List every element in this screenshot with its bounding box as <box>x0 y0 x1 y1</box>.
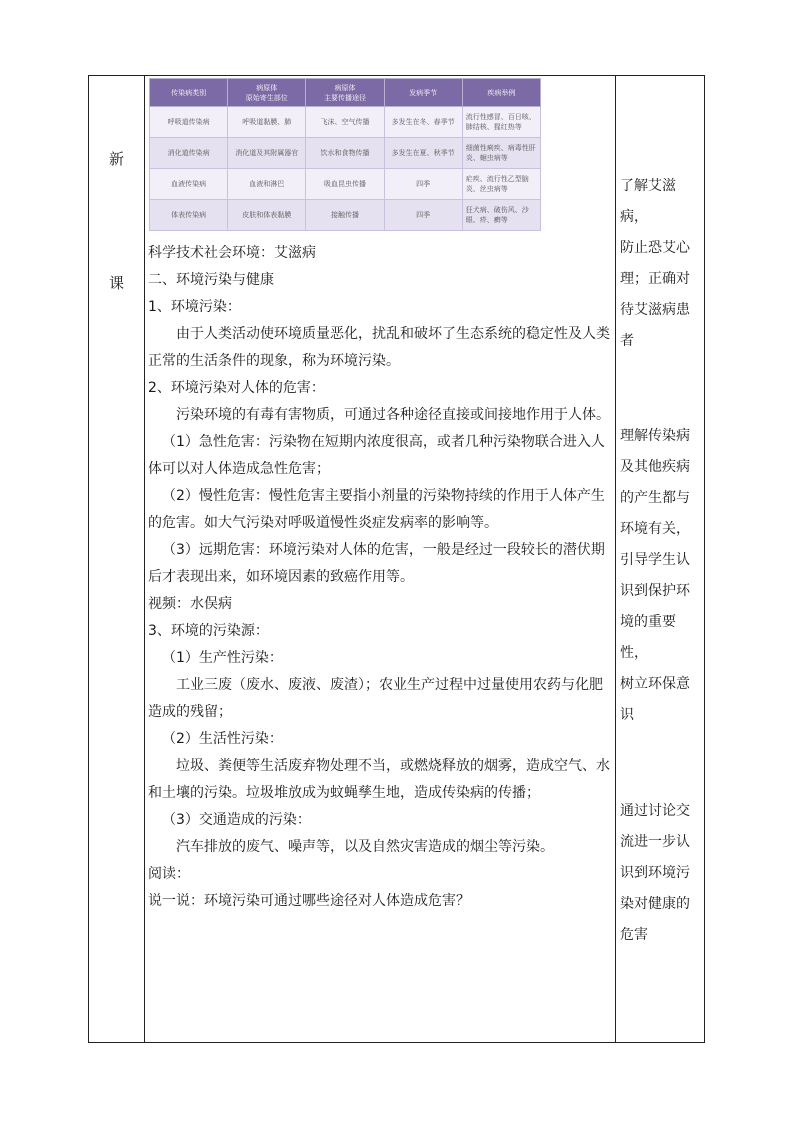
list-item: （3）交通造成的污染： <box>162 812 311 828</box>
note-line: 识 <box>620 707 634 723</box>
table-cell: 血液和淋巴 <box>228 169 306 200</box>
note-line: 识到保护环 <box>620 583 690 599</box>
discussion-question: 说一说：环境污染可通过哪些途径对人体造成危害？ <box>148 893 470 909</box>
header-examples: 疾病举例 <box>462 79 540 107</box>
table-cell: 流行性感冒、百日咳、肺结核、猩红热等 <box>462 107 540 138</box>
table-cell: 吸血昆虫传播 <box>306 169 384 200</box>
table-row <box>150 138 541 169</box>
table-cell: 狂犬病、破伤风、沙眼、疥、癣等 <box>462 200 540 231</box>
paragraph: 汽车排放的废气、噪声等，以及自然灾害造成的烟尘等污染。 <box>176 839 554 855</box>
table-row <box>150 107 541 138</box>
list-item: （1）生产性污染： <box>162 650 283 666</box>
paragraph: 污染环境的有毒有害物质，可通过各种途径直接或间接地作用于人体。 <box>176 407 610 423</box>
note-environment <box>620 421 702 731</box>
note-line: 防止恐艾心 <box>620 240 690 256</box>
note-line: 流进一步认 <box>620 834 690 850</box>
disease-table <box>149 78 541 231</box>
paragraph: 工业三废（废水、废液、废渣）；农业生产过程中过量使用农药与化肥造成的残留； <box>148 677 603 720</box>
note-discussion <box>620 796 702 951</box>
header-transmission: 病原体 主要传播途径 <box>306 79 384 107</box>
note-line: 识到环境污 <box>620 865 690 881</box>
note-line: 危害 <box>620 927 648 943</box>
main-content <box>148 240 613 915</box>
video-note: 视频：水俣病 <box>148 596 232 612</box>
table-cell: 细菌性痢疾、病毒性肝炎、蛔虫病等 <box>462 138 540 169</box>
table-cell: 接触传播 <box>306 200 384 231</box>
paragraph: （3）远期危害：环境污染对人体的危害，一般是经过一段较长的潜伏期后才表现出来，如环境因素的致癌作用等。 <box>148 542 605 585</box>
note-line: 通过讨论交 <box>620 803 690 819</box>
note-line: 环境有关， <box>620 521 690 537</box>
lesson-table <box>88 75 705 1043</box>
paragraph: （2）慢性危害：慢性危害主要指小剂量的污染物持续的作用于人体产生的危害。如大气污染对呼吸道慢性炎症发病率的影响等。 <box>148 488 605 531</box>
table-cell: 飞沫、空气传播 <box>306 107 384 138</box>
section-heading: 二、环境污染与健康 <box>148 272 274 288</box>
note-line: 及其他疾病 <box>620 459 690 475</box>
table-cell: 多发生在夏、秋季节 <box>384 138 462 169</box>
paragraph: 由于人类活动使环境质量恶化，扰乱和破坏了生态系统的稳定性及人类正常的生活条件的现象，称为环境污染。 <box>148 326 610 369</box>
note-line: 树立环保意 <box>620 676 690 692</box>
table-row <box>150 200 541 231</box>
table-cell: 皮肤和体表黏膜 <box>228 200 306 231</box>
table-cell: 消化道传染病 <box>150 138 228 169</box>
subsection-heading: 2、环境污染对人体的危害： <box>148 380 325 396</box>
note-line: 引导学生认 <box>620 552 690 568</box>
column-divider-right <box>615 76 616 1042</box>
table-cell: 四季 <box>384 200 462 231</box>
table-cell: 四季 <box>384 169 462 200</box>
paragraph: 垃圾、粪便等生活废弃物处理不当，或燃烧释放的烟雾，造成空气、水和土壤的污染。垃圾堆放成为蚊蝇孳生地，造成传染病的传播； <box>148 758 610 801</box>
header-category: 传染病类别 <box>150 79 228 107</box>
reading-note: 阅读： <box>148 866 190 882</box>
table-cell: 多发生在冬、春季节 <box>384 107 462 138</box>
table-cell: 疟疾、流行性乙型脑炎、丝虫病等 <box>462 169 540 200</box>
table-row <box>150 169 541 200</box>
column-divider-left <box>144 76 145 1042</box>
note-line: 境的重要性， <box>620 614 676 661</box>
subsection-heading: 3、环境的污染源： <box>148 623 269 639</box>
note-aids <box>620 171 702 357</box>
note-line: 了解艾滋病， <box>620 178 676 225</box>
disease-table-header <box>150 79 541 107</box>
table-cell: 血液传染病 <box>150 169 228 200</box>
note-line: 者 <box>620 333 634 349</box>
table-cell: 呼吸道传染病 <box>150 107 228 138</box>
section-char-ke: 课 <box>108 274 124 292</box>
note-line: 的产生都与 <box>620 490 690 506</box>
table-cell: 呼吸道黏膜、肺 <box>228 107 306 138</box>
section-char-xin: 新 <box>108 150 124 168</box>
header-season: 发病季节 <box>384 79 462 107</box>
note-line: 待艾滋病患 <box>620 302 690 318</box>
table-cell: 饮水和食物传播 <box>306 138 384 169</box>
note-line: 理解传染病 <box>620 428 690 444</box>
text-line: 科学技术社会环境：艾滋病 <box>148 245 316 261</box>
list-item: （2）生活性污染： <box>162 731 283 747</box>
subsection-heading: 1、环境污染： <box>148 299 241 315</box>
paragraph: （1）急性危害：污染物在短期内浓度很高，或者几种污染物联合进入人体可以对人体造成急性危害； <box>148 434 605 477</box>
table-cell: 体表传染病 <box>150 200 228 231</box>
header-host-site: 病原体 原始寄生部位 <box>228 79 306 107</box>
table-cell: 消化道及其附属器官 <box>228 138 306 169</box>
note-line: 理；正确对 <box>620 271 690 287</box>
note-line: 染对健康的 <box>620 896 690 912</box>
